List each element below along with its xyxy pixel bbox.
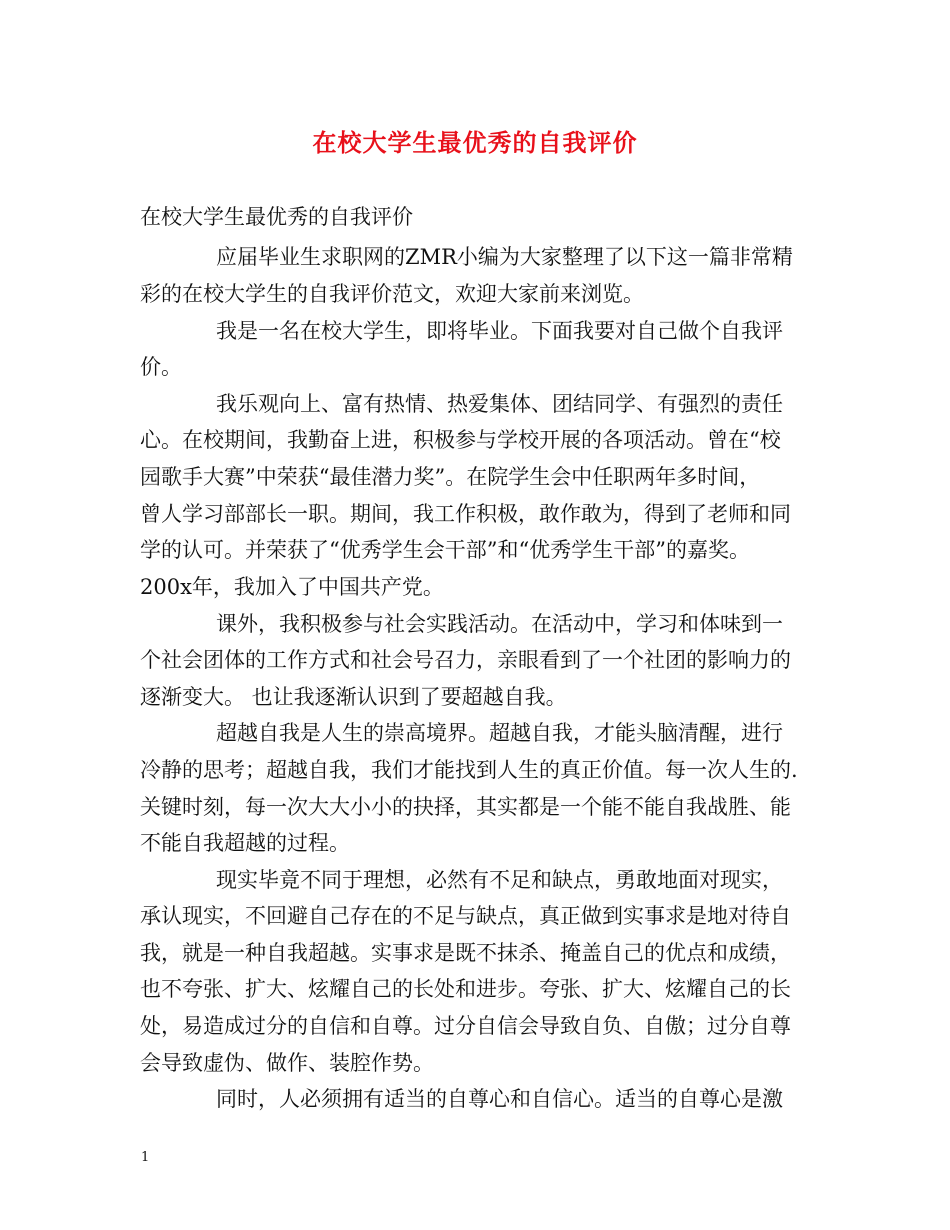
text-line: 我乐观向上、富有热情、热爱集体、团结同学、有强烈的责任	[216, 392, 783, 416]
text-line: 现实毕竟不同于理想，必然有不足和缺点，勇敢地面对现实，	[216, 868, 783, 892]
text-line: 同时，人必须拥有适当的自尊心和自信心。适当的自尊心是激	[216, 1087, 783, 1111]
text-line: 彩的在校大学生的自我评价范文，欢迎大家前来浏览。	[140, 282, 644, 306]
text-line: 园歌手大赛”中荣获“最佳潜力奖”。在院学生会中任职两年多时间，	[140, 465, 761, 489]
text-line: 我是一名在校大学生，即将毕业。下面我要对自己做个自我评	[216, 319, 783, 343]
text-line: 应届毕业生求职网的ZMR小编为大家整理了以下这一篇非常精	[216, 245, 793, 269]
text-line: 在校大学生最优秀的自我评价	[140, 205, 413, 229]
text-line: 冷静的思考；超越自我，我们才能找到人生的真正价值。每一次人生的.	[140, 758, 798, 782]
text-line: 学的认可。并荣获了“优秀学生会干部”和“优秀学生干部”的嘉奖。	[140, 538, 750, 562]
text-line: 心。在校期间，我勤奋上进，积极参与学校开展的各项活动。曾在“校	[140, 428, 781, 452]
text-line: 曾人学习部部长一职。期间，我工作积极，敢作敢为，得到了老师和同	[140, 502, 791, 526]
text-line: 处，易造成过分的自信和自尊。过分自信会导致自负、自傲；过分自尊	[140, 1014, 791, 1038]
document-title: 在校大学生最优秀的自我评价	[312, 129, 638, 157]
text-line: 不能自我超越的过程。	[140, 831, 350, 855]
text-line: 个社会团体的工作方式和社会号召力，亲眼看到了一个社团的影响力的	[140, 648, 791, 672]
text-line: 承认现实，不回避自己存在的不足与缺点，真正做到实事求是地对待自	[140, 904, 791, 928]
text-line: 课外，我积极参与社会实践活动。在活动中，学习和体味到一	[216, 612, 783, 636]
text-line: 会导致虚伪、做作、装腔作势。	[140, 1051, 434, 1075]
text-line: 逐渐变大。 也让我逐渐认识到了要超越自我。	[140, 685, 567, 709]
page-number: 1	[141, 1150, 150, 1165]
text-line: 也不夸张、扩大、炫耀自己的长处和进步。夸张、扩大、炫耀自己的长	[140, 977, 791, 1001]
text-line: 我，就是一种自我超越。实事求是既不抹杀、掩盖自己的优点和成绩，	[140, 941, 791, 965]
text-line: 价。	[140, 355, 182, 379]
text-line: 关键时刻，每一次大大小小的抉择，其实都是一个能不能自我战胜、能	[140, 795, 791, 819]
text-line: 超越自我是人生的崇高境界。超越自我，才能头脑清醒，进行	[216, 721, 783, 745]
text-line: 200x年，我加入了中国共产党。	[140, 575, 444, 599]
